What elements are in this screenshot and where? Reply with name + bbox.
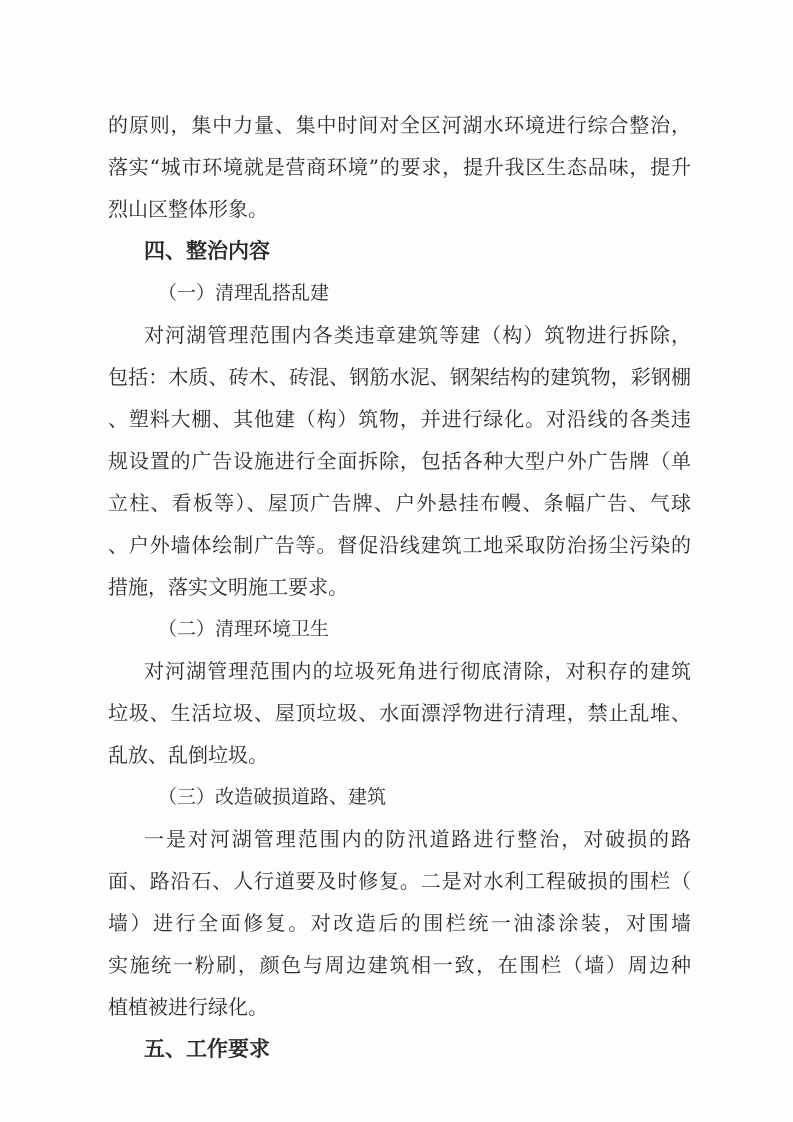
paragraph-line: 规设置的广告设施进行全面拆除，包括各种大型户外广告牌（单: [108, 449, 691, 473]
paragraph-line: 措施，落实文明施工要求。: [108, 575, 348, 599]
paragraph-line: 乱放、乱倒垃圾。: [108, 743, 268, 767]
paragraph-line: 植植被进行绿化。: [108, 995, 268, 1019]
paragraph-line: 的原则，集中力量、集中时间对全区河湖水环境进行综合整治，: [108, 113, 691, 137]
paragraph-line: 、户外墙体绘制广告等。督促沿线建筑工地采取防治扬尘污染的: [108, 533, 691, 557]
section-heading-5: 五、工作要求: [144, 1037, 270, 1061]
paragraph-line: 立柱、看板等）、屋顶广告牌、户外悬挂布幔、条幅广告、气球: [108, 491, 691, 515]
paragraph-line: 烈山区整体形象。: [108, 197, 268, 221]
paragraph-line: 包括：木质、砖木、砖混、钢筋水泥、钢架结构的建筑物，彩钢棚: [108, 365, 691, 389]
paragraph-line: 对河湖管理范围内的垃圾死角进行彻底清除，对积存的建筑: [144, 659, 691, 683]
subsection-heading-3: （三）改造破损道路、建筑: [158, 786, 387, 808]
section-heading-4: 四、整治内容: [144, 239, 270, 263]
paragraph-line: 落实“城市环境就是营商环境”的要求，提升我区生态品味，提升: [108, 155, 691, 179]
subsection-heading-2: （二）清理环境卫生: [158, 618, 330, 640]
paragraph-line: 墙）进行全面修复。对改造后的围栏统一油漆涂装，对围墙: [108, 911, 691, 935]
paragraph-line: 对河湖管理范围内各类违章建筑等建（构）筑物进行拆除，: [144, 323, 691, 347]
paragraph-line: 、塑料大棚、其他建（构）筑物，并进行绿化。对沿线的各类违: [108, 407, 691, 431]
paragraph-line: 一是对河湖管理范围内的防汛道路进行整治，对破损的路: [144, 827, 691, 851]
document-body: [108, 104, 691, 1070]
paragraph-line: 垃圾、生活垃圾、屋顶垃圾、水面漂浮物进行清理，禁止乱堆、: [108, 701, 691, 725]
subsection-heading-1: （一）清理乱搭乱建: [158, 282, 330, 304]
paragraph-line: 面、路沿石、人行道要及时修复。二是对水利工程破损的围栏（: [108, 869, 691, 893]
paragraph-line: 实施统一粉刷，颜色与周边建筑相一致，在围栏（墙）周边种: [108, 953, 691, 977]
